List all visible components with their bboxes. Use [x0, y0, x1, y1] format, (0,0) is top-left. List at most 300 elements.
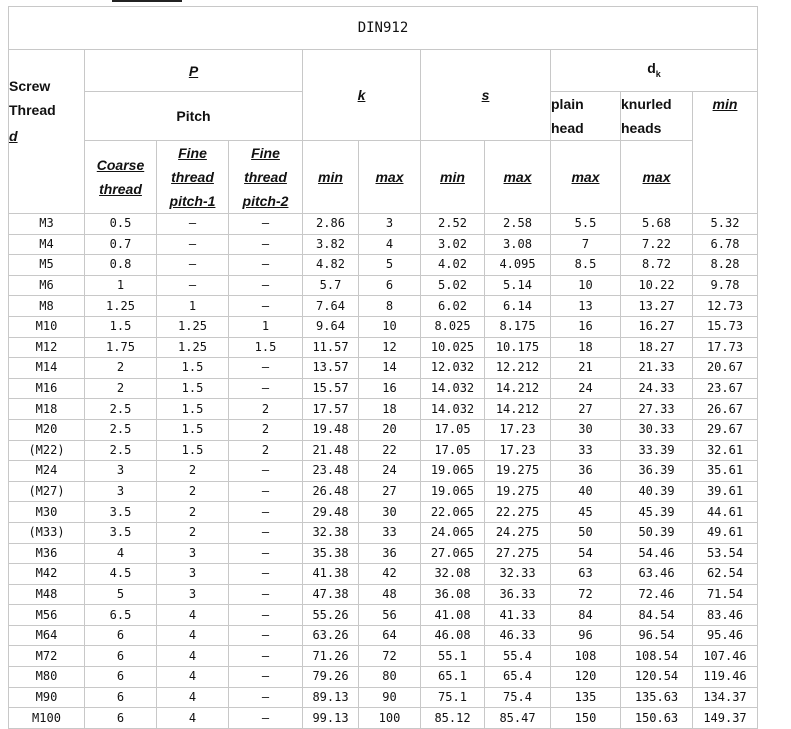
table-cell: 29.48 — [303, 502, 359, 523]
table-cell: 2 — [229, 440, 303, 461]
table-row — [9, 214, 758, 235]
table-cell: 41.08 — [421, 605, 485, 626]
table-cell: – — [229, 296, 303, 317]
table-cell: – — [229, 461, 303, 482]
table-cell: 33 — [359, 522, 421, 543]
table-cell: 3 — [359, 214, 421, 235]
table-cell: M48 — [9, 584, 85, 605]
table-cell: 2 — [157, 481, 229, 502]
table-cell: 6 — [85, 646, 157, 667]
table-cell: M36 — [9, 543, 85, 564]
table-cell: 53.54 — [693, 543, 758, 564]
table-cell: 32.33 — [485, 564, 551, 585]
table-cell: 5.5 — [551, 214, 621, 235]
table-cell: – — [229, 255, 303, 276]
table-cell: 1.5 — [85, 316, 157, 337]
table-cell: 24 — [359, 461, 421, 482]
table-cell: M64 — [9, 625, 85, 646]
table-cell: 36.33 — [485, 584, 551, 605]
table-cell: – — [229, 625, 303, 646]
table-row — [9, 275, 758, 296]
table-cell: 33 — [551, 440, 621, 461]
table-row — [9, 564, 758, 585]
table-row — [9, 667, 758, 688]
table-row — [9, 625, 758, 646]
table-row — [9, 358, 758, 379]
table-cell: 72 — [359, 646, 421, 667]
table-cell: 29.67 — [693, 419, 758, 440]
table-cell: 13 — [551, 296, 621, 317]
table-cell: 24 — [551, 378, 621, 399]
table-cell: 65.4 — [485, 667, 551, 688]
table-cell: 19.275 — [485, 481, 551, 502]
table-cell: – — [229, 234, 303, 255]
table-cell: M5 — [9, 255, 85, 276]
k-header: k — [303, 50, 421, 141]
plain-head-header: plain head — [551, 92, 621, 141]
table-cell: 8.025 — [421, 316, 485, 337]
table-body — [9, 214, 758, 729]
table-cell: 17.57 — [303, 399, 359, 420]
table-cell: M12 — [9, 337, 85, 358]
table-cell: 27.275 — [485, 543, 551, 564]
table-cell: 120 — [551, 667, 621, 688]
table-cell: 75.1 — [421, 687, 485, 708]
table-cell: 4 — [359, 234, 421, 255]
d-label: d — [9, 127, 18, 144]
table-cell: 16.27 — [621, 316, 693, 337]
table-cell: 3.08 — [485, 234, 551, 255]
screw-thread-label: Screw Thread — [9, 77, 56, 118]
dk-header: $d_k$ — [551, 50, 758, 92]
table-cell: 4 — [157, 708, 229, 729]
table-cell: – — [229, 522, 303, 543]
table-cell: 17.23 — [485, 440, 551, 461]
table-row — [9, 584, 758, 605]
table-cell: M72 — [9, 646, 85, 667]
table-cell: 40.39 — [621, 481, 693, 502]
table-cell: 56 — [359, 605, 421, 626]
table-cell: 3.5 — [85, 522, 157, 543]
table-cell: 24.33 — [621, 378, 693, 399]
table-cell: – — [157, 275, 229, 296]
table-cell: 1.5 — [229, 337, 303, 358]
table-cell: 14.212 — [485, 378, 551, 399]
table-cell: 48 — [359, 584, 421, 605]
table-cell: 46.33 — [485, 625, 551, 646]
k-min-header: min — [303, 141, 359, 214]
table-cell: 54 — [551, 543, 621, 564]
table-cell: 119.46 — [693, 667, 758, 688]
table-cell: 71.26 — [303, 646, 359, 667]
table-cell: 96 — [551, 625, 621, 646]
table-cell: 33.39 — [621, 440, 693, 461]
table-cell: 3 — [157, 543, 229, 564]
table-cell: – — [229, 378, 303, 399]
table-cell: 2.86 — [303, 214, 359, 235]
table-title: DIN912 — [9, 7, 758, 50]
table-cell: M16 — [9, 378, 85, 399]
fine-thread-2-header: Fine thread pitch-2 — [229, 141, 303, 214]
table-cell: – — [229, 687, 303, 708]
table-cell: 21 — [551, 358, 621, 379]
table-cell: – — [229, 708, 303, 729]
table-cell: 2 — [229, 419, 303, 440]
table-row — [9, 316, 758, 337]
table-cell: 2 — [157, 461, 229, 482]
table-cell: 17.73 — [693, 337, 758, 358]
table-cell: 150 — [551, 708, 621, 729]
table-cell: 150.63 — [621, 708, 693, 729]
s-header: s — [421, 50, 551, 141]
screw-thread-header — [9, 50, 85, 214]
table-cell: 6.78 — [693, 234, 758, 255]
table-cell: 10 — [359, 316, 421, 337]
s-max-header: max — [485, 141, 551, 214]
table-cell: M14 — [9, 358, 85, 379]
table-cell: – — [229, 543, 303, 564]
table-cell: 72.46 — [621, 584, 693, 605]
table-cell: 4.095 — [485, 255, 551, 276]
table-cell: 10.175 — [485, 337, 551, 358]
table-cell: M24 — [9, 461, 85, 482]
table-cell: M20 — [9, 419, 85, 440]
table-cell: – — [229, 502, 303, 523]
table-cell: 35.61 — [693, 461, 758, 482]
table-cell: M90 — [9, 687, 85, 708]
table-cell: 5.14 — [485, 275, 551, 296]
table-row — [9, 502, 758, 523]
table-cell: 2.52 — [421, 214, 485, 235]
table-cell: 14.032 — [421, 399, 485, 420]
table-row — [9, 522, 758, 543]
table-cell: 46.08 — [421, 625, 485, 646]
table-cell: 9.78 — [693, 275, 758, 296]
table-cell: 17.05 — [421, 440, 485, 461]
knurled-heads-max-header: max — [621, 141, 693, 214]
table-row — [9, 419, 758, 440]
table-cell: 134.37 — [693, 687, 758, 708]
table-row — [9, 708, 758, 729]
table-cell: 20 — [359, 419, 421, 440]
table-cell: 19.48 — [303, 419, 359, 440]
table-cell: 4 — [157, 605, 229, 626]
table-cell: 6 — [359, 275, 421, 296]
table-cell: 6.14 — [485, 296, 551, 317]
table-cell: 39.61 — [693, 481, 758, 502]
table-cell: 80 — [359, 667, 421, 688]
table-cell: 36 — [551, 461, 621, 482]
table-cell: 8 — [359, 296, 421, 317]
table-cell: 50 — [551, 522, 621, 543]
table-cell: 7 — [551, 234, 621, 255]
table-cell: M3 — [9, 214, 85, 235]
table-cell: 55.26 — [303, 605, 359, 626]
table-cell: 19.065 — [421, 461, 485, 482]
table-cell: 30 — [551, 419, 621, 440]
table-row — [9, 234, 758, 255]
table-cell: 22 — [359, 440, 421, 461]
table-cell: 21.33 — [621, 358, 693, 379]
table-cell: 16 — [359, 378, 421, 399]
table-cell: 10.22 — [621, 275, 693, 296]
table-cell: 47.38 — [303, 584, 359, 605]
table-cell: 63.26 — [303, 625, 359, 646]
table-cell: 36.08 — [421, 584, 485, 605]
table-cell: M56 — [9, 605, 85, 626]
table-cell: M30 — [9, 502, 85, 523]
table-cell: 3 — [157, 584, 229, 605]
table-cell: 8.5 — [551, 255, 621, 276]
table-cell: 1.25 — [157, 316, 229, 337]
table-cell: 16 — [551, 316, 621, 337]
table-cell: 1.5 — [157, 378, 229, 399]
table-cell: 19.275 — [485, 461, 551, 482]
top-rule — [112, 0, 182, 2]
table-cell: 42 — [359, 564, 421, 585]
table-cell: 90 — [359, 687, 421, 708]
table-row — [9, 646, 758, 667]
table-cell: 75.4 — [485, 687, 551, 708]
table-cell: 4.02 — [421, 255, 485, 276]
table-cell: 4.82 — [303, 255, 359, 276]
table-cell: 32.61 — [693, 440, 758, 461]
table-cell: 0.8 — [85, 255, 157, 276]
table-cell: – — [229, 667, 303, 688]
table-cell: 36 — [359, 543, 421, 564]
table-cell: 32.08 — [421, 564, 485, 585]
k-max-header: max — [359, 141, 421, 214]
table-cell: 8.72 — [621, 255, 693, 276]
table-cell: 40 — [551, 481, 621, 502]
table-cell: 49.61 — [693, 522, 758, 543]
table-cell: 54.46 — [621, 543, 693, 564]
table-row — [9, 605, 758, 626]
table-row — [9, 481, 758, 502]
table-cell: 95.46 — [693, 625, 758, 646]
table-cell: 7.64 — [303, 296, 359, 317]
table-cell: 13.57 — [303, 358, 359, 379]
table-cell: 30 — [359, 502, 421, 523]
table-cell: 6 — [85, 708, 157, 729]
s-min-header: min — [421, 141, 485, 214]
table-cell: 2 — [85, 358, 157, 379]
table-cell: 6.5 — [85, 605, 157, 626]
table-cell: 7.22 — [621, 234, 693, 255]
coarse-thread-header: Coarse thread — [85, 141, 157, 214]
table-cell: 100 — [359, 708, 421, 729]
table-cell: 4 — [157, 687, 229, 708]
table-cell: 12 — [359, 337, 421, 358]
table-cell: – — [157, 214, 229, 235]
table-cell: 20.67 — [693, 358, 758, 379]
pitch-header: Pitch — [85, 92, 303, 141]
table-cell: – — [229, 605, 303, 626]
table-cell: 17.05 — [421, 419, 485, 440]
table-cell: 85.12 — [421, 708, 485, 729]
table-cell: 35.38 — [303, 543, 359, 564]
table-cell: 45.39 — [621, 502, 693, 523]
table-cell: 2 — [157, 502, 229, 523]
table-cell: 79.26 — [303, 667, 359, 688]
table-cell: 96.54 — [621, 625, 693, 646]
table-cell: 83.46 — [693, 605, 758, 626]
table-cell: 55.4 — [485, 646, 551, 667]
table-cell: 10 — [551, 275, 621, 296]
table-cell: 5 — [359, 255, 421, 276]
table-cell: 22.275 — [485, 502, 551, 523]
table-cell: 63.46 — [621, 564, 693, 585]
table-cell: 23.48 — [303, 461, 359, 482]
table-cell: 71.54 — [693, 584, 758, 605]
table-cell: 12.73 — [693, 296, 758, 317]
table-cell: 3.5 — [85, 502, 157, 523]
table-cell: 18.27 — [621, 337, 693, 358]
table-cell: 2.5 — [85, 419, 157, 440]
p-header: P — [85, 50, 303, 92]
table-cell: 0.5 — [85, 214, 157, 235]
table-cell: 84 — [551, 605, 621, 626]
table-cell: 24.065 — [421, 522, 485, 543]
table-cell: M18 — [9, 399, 85, 420]
table-cell: 108.54 — [621, 646, 693, 667]
table-cell: 3 — [157, 564, 229, 585]
table-cell: 8.175 — [485, 316, 551, 337]
table-cell: 89.13 — [303, 687, 359, 708]
table-cell: 36.39 — [621, 461, 693, 482]
table-cell: 1.5 — [157, 399, 229, 420]
table-cell: 8.28 — [693, 255, 758, 276]
table-cell: (M27) — [9, 481, 85, 502]
table-cell: M8 — [9, 296, 85, 317]
table-cell: 5.7 — [303, 275, 359, 296]
table-cell: 2.58 — [485, 214, 551, 235]
table-row — [9, 543, 758, 564]
table-cell: 72 — [551, 584, 621, 605]
din912-table — [8, 6, 758, 729]
table-cell: 2.5 — [85, 440, 157, 461]
table-cell: 5.32 — [693, 214, 758, 235]
table-cell: 55.1 — [421, 646, 485, 667]
table-cell: – — [229, 646, 303, 667]
table-cell: M100 — [9, 708, 85, 729]
table-cell: 27 — [359, 481, 421, 502]
table-cell: 1 — [157, 296, 229, 317]
table-cell: 27.065 — [421, 543, 485, 564]
table-cell: (M33) — [9, 522, 85, 543]
table-cell: 41.33 — [485, 605, 551, 626]
table-cell: 14.212 — [485, 399, 551, 420]
table-cell: – — [229, 275, 303, 296]
table-cell: 65.1 — [421, 667, 485, 688]
table-cell: 6.02 — [421, 296, 485, 317]
table-cell: 1.5 — [157, 440, 229, 461]
table-cell: 12.032 — [421, 358, 485, 379]
table-cell: 2 — [85, 378, 157, 399]
table-cell: 1.5 — [157, 419, 229, 440]
table-cell: 2.5 — [85, 399, 157, 420]
table-cell: 3 — [85, 461, 157, 482]
table-cell: 99.13 — [303, 708, 359, 729]
table-cell: 1 — [85, 275, 157, 296]
table-cell: 6 — [85, 667, 157, 688]
table-cell: 24.275 — [485, 522, 551, 543]
table-cell: 27 — [551, 399, 621, 420]
table-cell: 3.02 — [421, 234, 485, 255]
table-cell: 19.065 — [421, 481, 485, 502]
table-cell: 23.67 — [693, 378, 758, 399]
table-cell: 107.46 — [693, 646, 758, 667]
table-cell: 4 — [85, 543, 157, 564]
table-cell: 45 — [551, 502, 621, 523]
table-cell: 1.5 — [157, 358, 229, 379]
table-cell: – — [229, 481, 303, 502]
table-cell: M10 — [9, 316, 85, 337]
table-cell: 12.212 — [485, 358, 551, 379]
table-cell: 135 — [551, 687, 621, 708]
table-cell: 41.38 — [303, 564, 359, 585]
table-cell: M80 — [9, 667, 85, 688]
table-cell: 22.065 — [421, 502, 485, 523]
table-cell: 3.82 — [303, 234, 359, 255]
table-cell: 62.54 — [693, 564, 758, 585]
table-cell: 108 — [551, 646, 621, 667]
table-cell: 3 — [85, 481, 157, 502]
table-cell: 50.39 — [621, 522, 693, 543]
table-cell: 149.37 — [693, 708, 758, 729]
table-cell: 10.025 — [421, 337, 485, 358]
table-row — [9, 440, 758, 461]
table-cell: – — [157, 234, 229, 255]
table-row — [9, 461, 758, 482]
table-cell: 11.57 — [303, 337, 359, 358]
table-cell: 5.02 — [421, 275, 485, 296]
table-cell: 2 — [157, 522, 229, 543]
table-cell: 17.23 — [485, 419, 551, 440]
table-cell: 26.48 — [303, 481, 359, 502]
knurled-heads-header: knurled heads — [621, 92, 693, 141]
table-cell: 120.54 — [621, 667, 693, 688]
table-cell: 6 — [85, 687, 157, 708]
plain-head-max-header: max — [551, 141, 621, 214]
dk-min-header: min — [693, 92, 758, 214]
table-cell: 4 — [157, 625, 229, 646]
table-cell: – — [229, 564, 303, 585]
table-cell: 26.67 — [693, 399, 758, 420]
table-cell: 14 — [359, 358, 421, 379]
table-cell: 5.68 — [621, 214, 693, 235]
table-row — [9, 337, 758, 358]
table-cell: 15.73 — [693, 316, 758, 337]
table-cell: 13.27 — [621, 296, 693, 317]
table-row — [9, 296, 758, 317]
table-cell: 6 — [85, 625, 157, 646]
fine-thread-1-header: Fine thread pitch-1 — [157, 141, 229, 214]
table-cell: 27.33 — [621, 399, 693, 420]
table-cell: 18 — [359, 399, 421, 420]
table-cell: 64 — [359, 625, 421, 646]
table-cell: 21.48 — [303, 440, 359, 461]
table-cell: 44.61 — [693, 502, 758, 523]
table-cell: 15.57 — [303, 378, 359, 399]
table-cell: 14.032 — [421, 378, 485, 399]
table-row — [9, 378, 758, 399]
table-cell: 30.33 — [621, 419, 693, 440]
table-cell: 9.64 — [303, 316, 359, 337]
table-cell: 84.54 — [621, 605, 693, 626]
table-cell: 0.7 — [85, 234, 157, 255]
table-cell: 1.25 — [85, 296, 157, 317]
